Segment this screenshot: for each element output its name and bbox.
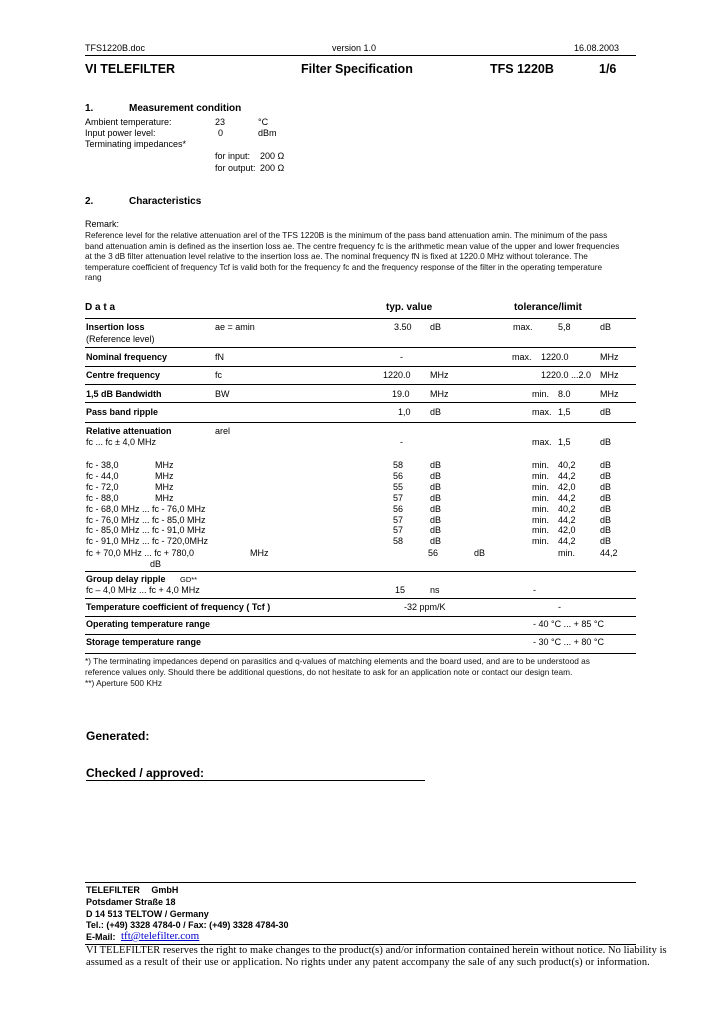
footer-company-name: TELEFILTER [86, 885, 140, 895]
temp-coef-typ: -32 ppm/K [404, 602, 446, 612]
att-tol: 40,2 [558, 460, 576, 470]
section2-number: 2. [85, 196, 94, 207]
att-freq: fc - 44,0 [86, 470, 119, 481]
footer-email-label: E-Mail: [86, 932, 116, 942]
centre-tol: 1220.0 ...2.0 [541, 370, 592, 380]
remark-line: rang [85, 272, 102, 283]
insertion-symbol: ae = amin [215, 322, 255, 332]
remark-line: Reference level for the relative attenuation arel of the TFS 1220B is the minimum of the pass band attenuation amin. The minimum of the pass [85, 230, 608, 240]
att-typ-unit: dB [430, 536, 442, 547]
doc-title: Filter Specification [301, 62, 413, 76]
group-delay-label: Group delay ripple [86, 574, 166, 584]
term-input-value: 200 Ω [260, 151, 285, 161]
att-last-unit: MHz [250, 548, 269, 558]
header-version: version 1.0 [332, 43, 377, 53]
section2-title: Characteristics [129, 196, 202, 207]
att-typ: 56 [393, 470, 404, 481]
att-typ: 58 [393, 536, 404, 547]
att-kind: min. [532, 514, 550, 525]
footer-rule [85, 882, 636, 883]
header-filename: TFS1220B.doc [85, 43, 146, 53]
remark-line: at the 3 dB filter attenuation level relative to the insertion loss ae. The nominal frequency fN is fixed at 1220.0 MHz without tolerance. The [85, 251, 588, 262]
bandwidth-label: 1,5 dB Bandwidth [86, 389, 162, 399]
att-kind: min. [532, 525, 550, 536]
footnote-line: **) Aperture 500 KHz [85, 678, 163, 688]
att-tol-unit: dB [600, 492, 612, 503]
centre-typ-unit: MHz [430, 370, 449, 380]
centre-typ: 1220.0 [383, 370, 411, 380]
ripple-typ-unit: dB [430, 407, 442, 417]
operating-label: Operating temperature range [86, 619, 211, 629]
relative-tol-unit: dB [600, 437, 612, 447]
att-kind: min. [532, 536, 550, 547]
att-kind: min. [532, 481, 550, 492]
att-kind: min. [532, 460, 550, 470]
temp-coef-label: Temperature coefficient of frequency ( Tcf ) [86, 602, 271, 612]
att-typ-unit: dB [430, 514, 442, 525]
bandwidth-typ: 19.0 [392, 389, 410, 399]
att-freq: fc - 68,0 MHz ... fc - 76,0 MHz [86, 503, 206, 514]
att-typ: 58 [393, 460, 404, 470]
col-tol-header: tolerance/limit [514, 302, 582, 313]
att-freq: fc - 76,0 MHz ... fc - 85,0 MHz [86, 514, 206, 525]
term-output-label: for output: [215, 163, 256, 173]
att-freq: fc - 88,0 [86, 492, 119, 503]
footer-street: Potsdamer Straße 18 [86, 897, 176, 907]
bandwidth-tol-kind: min. [532, 389, 550, 399]
ripple-tol-unit: dB [600, 407, 612, 417]
relative-tol-kind: max. [532, 437, 552, 447]
row-rule [85, 634, 636, 635]
group-delay-typ-unit: ns [430, 585, 440, 595]
att-tol: 40,2 [558, 503, 576, 514]
att-tol: 44,2 [558, 492, 576, 503]
insertion-typ-unit: dB [430, 322, 442, 332]
att-typ-unit: dB [430, 525, 442, 536]
storage-tol: - 30 °C ... + 80 °C [533, 637, 604, 647]
att-tol: 42,0 [558, 525, 576, 536]
att-freq: fc - 91,0 MHz ... fc - 720,0MHz [86, 536, 209, 547]
section1-number: 1. [85, 103, 94, 114]
term-output-value: 200 Ω [260, 163, 285, 173]
ripple-tol: 1,5 [558, 407, 571, 417]
insertion-tol-unit: dB [600, 322, 612, 332]
att-tol: 44,2 [558, 470, 576, 481]
row-rule [85, 366, 636, 367]
col-data-header: D a t a [85, 302, 116, 313]
att-typ: 57 [393, 492, 404, 503]
ripple-typ: 1,0 [398, 407, 411, 417]
relative-tol: 1,5 [558, 437, 571, 447]
insertion-sublabel: (Reference level) [86, 334, 155, 344]
remark-line: temperature coefficient of frequency Tcf is valid both for the frequency fc and the frequency response of the filter in the operating temperature [85, 261, 603, 272]
table-rule [85, 318, 636, 319]
input-power-unit: dBm [258, 128, 277, 138]
relative-range: fc ... fc ± 4,0 MHz [86, 437, 156, 447]
att-kind: min. [532, 503, 550, 514]
att-typ: 55 [393, 481, 404, 492]
remark-line: band attenuation amin is defined as the insertion loss ae. The centre frequency fc is the arithmetic mean value of the upper and lower frequencies [85, 240, 620, 251]
att-tol-unit: dB [600, 536, 612, 547]
insertion-label: Insertion loss [86, 322, 145, 332]
att-typ-unit: dB [430, 503, 442, 514]
att-typ-unit: dB [430, 470, 442, 481]
att-tol-unit: dB [600, 481, 612, 492]
att-tol-unit: dB [600, 525, 612, 536]
terminating-label: Terminating impedances* [85, 139, 187, 149]
footer-city: D 14 513 TELTOW / Germany [86, 909, 209, 919]
att-last-kind: min. [558, 548, 576, 558]
disclaimer-line: assumed as a result of their use or application. No rights under any patent accompany the sale of any such product(s) or information. [86, 957, 650, 968]
row-rule [85, 616, 636, 617]
bandwidth-typ-unit: MHz [430, 389, 449, 399]
att-tol: 44,2 [558, 536, 576, 547]
ambient-unit: °C [258, 117, 269, 127]
footer-phone: Tel.: (+49) 3328 4784-0 / Fax: (+49) 3328 4784-30 [86, 920, 289, 930]
remark-title: Remark: [85, 219, 120, 229]
input-power-label: Input power level: [85, 128, 156, 138]
centre-label: Centre frequency [86, 370, 161, 380]
bandwidth-symbol: BW [215, 389, 230, 399]
att-freq: fc - 85,0 MHz ... fc - 91,0 MHz [86, 525, 206, 536]
group-delay-range: fc – 4,0 MHz ... fc + 4,0 MHz [86, 585, 200, 595]
row-rule [85, 422, 636, 423]
header-rule [85, 55, 636, 56]
att-tol: 44,2 [558, 514, 576, 525]
att-last-typ: 56 [428, 548, 439, 558]
ripple-label: Pass band ripple [86, 407, 159, 417]
att-tol-unit: dB [600, 503, 612, 514]
page-number: 1/6 [599, 62, 617, 76]
insertion-typ: 3.50 [394, 322, 412, 332]
att-unit: MHz [155, 460, 174, 470]
disclaimer-line: VI TELEFILTER reserves the right to make changes to the product(s) and/or information contained herein without notice. No liability is [86, 945, 667, 956]
insertion-tol-kind: max. [513, 322, 533, 332]
att-typ-unit: dB [430, 492, 442, 503]
temp-coef-tol: - [558, 602, 561, 612]
att-last-typ-unit: dB [474, 548, 486, 558]
footnote-line: *) The terminating impedances depend on parasitics and q-values of matching elements and the board used, and are to be understood as [85, 656, 590, 666]
att-last-freq: fc + 70,0 MHz ... fc + 780,0 [86, 548, 195, 558]
ambient-value: 23 [215, 117, 226, 127]
att-freq: fc - 72,0 [86, 481, 119, 492]
att-freq: fc - 38,0 [86, 460, 119, 470]
col-typ-header: typ. value [386, 302, 433, 313]
att-typ: 56 [393, 503, 404, 514]
att-tol-unit: dB [600, 460, 612, 470]
att-tol-unit: dB [600, 514, 612, 525]
relative-typ: - [400, 437, 403, 447]
signature-line [86, 780, 425, 781]
ripple-tol-kind: max. [532, 407, 552, 417]
att-kind: min. [532, 492, 550, 503]
footer-email-link[interactable]: tft@telefilter.com [121, 930, 200, 942]
row-rule [85, 653, 636, 654]
att-typ: 57 [393, 525, 404, 536]
input-power-value: 0 [218, 128, 224, 138]
att-unit: MHz [155, 470, 174, 481]
operating-tol: - 40 °C ... + 85 °C [533, 619, 604, 629]
relative-label: Relative attenuation [86, 426, 172, 436]
term-input-label: for input: [215, 151, 251, 161]
nominal-symbol: fN [215, 352, 224, 362]
att-last-tol: 44,2 [600, 548, 618, 558]
nominal-tol-unit: MHz [600, 352, 619, 362]
nominal-label: Nominal frequency [86, 352, 168, 362]
ambient-label: Ambient temperature: [85, 117, 172, 127]
att-tol-unit: dB [600, 470, 612, 481]
footnotes [85, 656, 636, 689]
checked-label: Checked / approved: [86, 766, 205, 780]
storage-label: Storage temperature range [86, 637, 202, 647]
nominal-tol-kind: max. [512, 352, 532, 362]
bandwidth-tol: 8.0 [558, 389, 571, 399]
footer-company [86, 885, 178, 895]
footer-gmbh: GmbH [151, 885, 179, 895]
nominal-typ: - [400, 352, 403, 362]
att-last-wrapped-unit: dB [150, 559, 162, 569]
att-unit: MHz [155, 481, 174, 492]
row-rule [85, 598, 636, 599]
row-rule [85, 571, 636, 572]
att-tol: 42,0 [558, 481, 576, 492]
group-delay-typ: 15 [395, 585, 406, 595]
company-prefix: VI [85, 62, 97, 76]
group-delay-tol: - [533, 585, 536, 595]
remark-paragraph [85, 230, 636, 283]
row-rule [85, 384, 636, 385]
company-name: TELEFILTER [100, 62, 176, 76]
nominal-tol: 1220.0 [541, 352, 569, 362]
insertion-tol: 5,8 [558, 322, 571, 332]
att-typ-unit: dB [430, 460, 442, 470]
row-rule [85, 347, 636, 348]
centre-tol-unit: MHz [600, 370, 619, 380]
footnote-line: reference values only. Should there be additional questions, do not hesitate to ask for an application note or contact our design team. [85, 667, 573, 677]
att-kind: min. [532, 470, 550, 481]
centre-symbol: fc [215, 370, 223, 380]
header-date: 16.08.2003 [574, 43, 620, 53]
relative-symbol: arel [215, 426, 231, 436]
company-logo [85, 62, 175, 76]
part-number: TFS 1220B [490, 62, 554, 76]
att-unit: MHz [155, 492, 174, 503]
section1-title: Measurement condition [129, 103, 242, 114]
bandwidth-tol-unit: MHz [600, 389, 619, 399]
row-rule [85, 402, 636, 403]
generated-label: Generated: [86, 729, 150, 743]
group-delay-note: GD** [180, 575, 198, 584]
att-typ: 57 [393, 514, 404, 525]
att-typ-unit: dB [430, 481, 442, 492]
